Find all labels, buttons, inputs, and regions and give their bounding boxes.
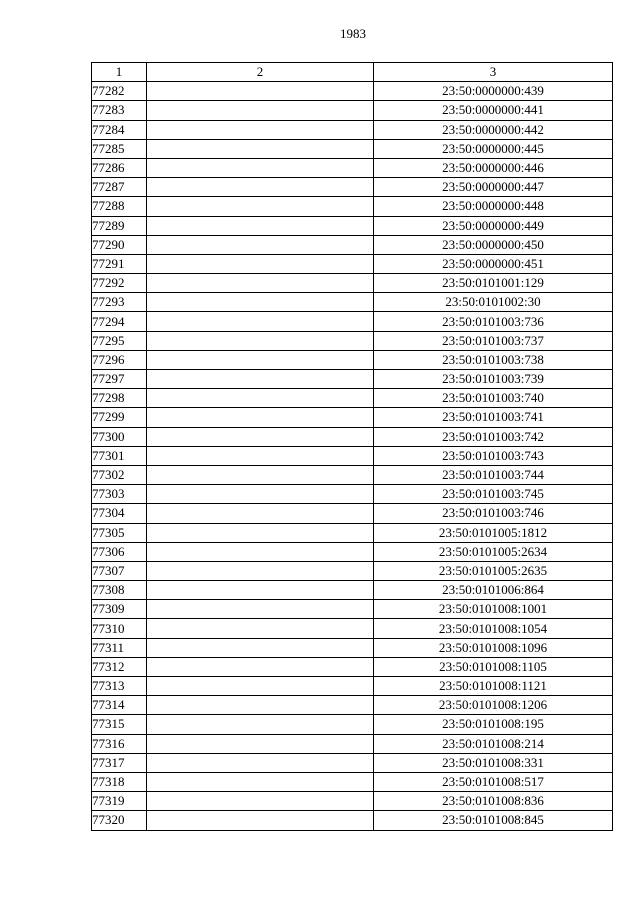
cadastral-number-cell: 23:50:0101002:30 (374, 293, 613, 312)
table-row (92, 753, 613, 772)
cadastral-number-cell: 23:50:0101003:739 (374, 370, 613, 389)
row-description-cell (147, 312, 374, 331)
row-number-cell: 77290 (92, 235, 147, 254)
row-description-cell (147, 561, 374, 580)
row-number-cell: 77283 (92, 101, 147, 120)
cadastral-number-cell: 23:50:0000000:439 (374, 82, 613, 101)
row-description-cell (147, 811, 374, 830)
table-row (92, 293, 613, 312)
cadastral-number-cell: 23:50:0101003:741 (374, 408, 613, 427)
row-number-cell: 77286 (92, 158, 147, 177)
row-description-cell (147, 370, 374, 389)
table-row (92, 734, 613, 753)
cadastral-number-cell: 23:50:0000000:450 (374, 235, 613, 254)
row-description-cell (147, 158, 374, 177)
cadastral-number-cell: 23:50:0101005:2634 (374, 542, 613, 561)
cadastral-number-cell: 23:50:0000000:445 (374, 139, 613, 158)
table-row (92, 197, 613, 216)
row-number-cell: 77316 (92, 734, 147, 753)
row-description-cell (147, 331, 374, 350)
row-description-cell (147, 715, 374, 734)
cadastral-number-cell: 23:50:0101008:517 (374, 772, 613, 791)
row-description-cell (147, 216, 374, 235)
table-row (92, 465, 613, 484)
row-number-cell: 77313 (92, 677, 147, 696)
row-number-cell: 77312 (92, 657, 147, 676)
table-row (92, 657, 613, 676)
cadastral-number-cell: 23:50:0101003:737 (374, 331, 613, 350)
table-row (92, 600, 613, 619)
table-row (92, 696, 613, 715)
row-number-cell: 77303 (92, 485, 147, 504)
table-row (92, 254, 613, 273)
row-description-cell (147, 638, 374, 657)
table-row (92, 82, 613, 101)
cadastral-number-cell: 23:50:0101005:2635 (374, 561, 613, 580)
table-header-row (92, 63, 613, 82)
cadastral-number-cell: 23:50:0101003:744 (374, 465, 613, 484)
row-description-cell (147, 792, 374, 811)
table-row (92, 235, 613, 254)
table-row (92, 178, 613, 197)
row-description-cell (147, 235, 374, 254)
cadastral-number-cell: 23:50:0101008:836 (374, 792, 613, 811)
row-number-cell: 77296 (92, 350, 147, 369)
row-description-cell (147, 772, 374, 791)
row-number-cell: 77314 (92, 696, 147, 715)
row-description-cell (147, 254, 374, 273)
cadastral-number-cell: 23:50:0101003:742 (374, 427, 613, 446)
row-number-cell: 77292 (92, 274, 147, 293)
registry-table (91, 62, 613, 831)
table-row (92, 581, 613, 600)
table-row (92, 542, 613, 561)
row-number-cell: 77299 (92, 408, 147, 427)
table-row (92, 139, 613, 158)
row-description-cell (147, 408, 374, 427)
row-description-cell (147, 677, 374, 696)
cadastral-number-cell: 23:50:0101003:743 (374, 446, 613, 465)
cadastral-number-cell: 23:50:0101008:845 (374, 811, 613, 830)
table-row (92, 504, 613, 523)
row-description-cell (147, 619, 374, 638)
table-row (92, 216, 613, 235)
table-row (92, 312, 613, 331)
row-description-cell (147, 274, 374, 293)
row-number-cell: 77307 (92, 561, 147, 580)
cadastral-number-cell: 23:50:0101008:331 (374, 753, 613, 772)
cadastral-number-cell: 23:50:0101008:1121 (374, 677, 613, 696)
cadastral-number-cell: 23:50:0101008:1096 (374, 638, 613, 657)
cadastral-number-cell: 23:50:0101003:736 (374, 312, 613, 331)
table-body (92, 82, 613, 830)
row-description-cell (147, 657, 374, 676)
row-number-cell: 77311 (92, 638, 147, 657)
cadastral-number-cell: 23:50:0101008:1054 (374, 619, 613, 638)
table-row (92, 370, 613, 389)
row-description-cell (147, 293, 374, 312)
cadastral-number-cell: 23:50:0101001:129 (374, 274, 613, 293)
row-description-cell (147, 696, 374, 715)
table-row (92, 101, 613, 120)
cadastral-number-cell: 23:50:0101008:214 (374, 734, 613, 753)
row-number-cell: 77298 (92, 389, 147, 408)
row-number-cell: 77305 (92, 523, 147, 542)
page-number: 1983 (340, 26, 366, 41)
row-number-cell: 77319 (92, 792, 147, 811)
row-number-cell: 77289 (92, 216, 147, 235)
table-row (92, 715, 613, 734)
table-row (92, 638, 613, 657)
row-description-cell (147, 581, 374, 600)
row-number-cell: 77297 (92, 370, 147, 389)
row-number-cell: 77288 (92, 197, 147, 216)
row-description-cell (147, 427, 374, 446)
row-number-cell: 77301 (92, 446, 147, 465)
cadastral-number-cell: 23:50:0000000:449 (374, 216, 613, 235)
row-number-cell: 77304 (92, 504, 147, 523)
row-number-cell: 77315 (92, 715, 147, 734)
cadastral-number-cell: 23:50:0101008:1001 (374, 600, 613, 619)
cadastral-number-cell: 23:50:0000000:442 (374, 120, 613, 139)
table-row (92, 331, 613, 350)
table-row (92, 350, 613, 369)
row-description-cell (147, 465, 374, 484)
row-description-cell (147, 350, 374, 369)
row-description-cell (147, 197, 374, 216)
row-description-cell (147, 389, 374, 408)
table-row (92, 677, 613, 696)
table-row (92, 792, 613, 811)
row-description-cell (147, 178, 374, 197)
cadastral-number-cell: 23:50:0101008:1206 (374, 696, 613, 715)
cadastral-number-cell: 23:50:0101003:746 (374, 504, 613, 523)
row-description-cell (147, 600, 374, 619)
row-description-cell (147, 753, 374, 772)
row-description-cell (147, 504, 374, 523)
row-number-cell: 77318 (92, 772, 147, 791)
row-number-cell: 77317 (92, 753, 147, 772)
row-description-cell (147, 734, 374, 753)
row-number-cell: 77308 (92, 581, 147, 600)
row-number-cell: 77285 (92, 139, 147, 158)
table-row (92, 619, 613, 638)
column-header-2: 2 (147, 63, 374, 82)
row-number-cell: 77295 (92, 331, 147, 350)
cadastral-number-cell: 23:50:0101006:864 (374, 581, 613, 600)
row-number-cell: 77302 (92, 465, 147, 484)
table-row (92, 274, 613, 293)
table-row (92, 446, 613, 465)
table-row (92, 523, 613, 542)
table-row (92, 158, 613, 177)
row-number-cell: 77300 (92, 427, 147, 446)
table-row (92, 408, 613, 427)
table-row (92, 561, 613, 580)
cadastral-number-cell: 23:50:0000000:451 (374, 254, 613, 273)
cadastral-number-cell: 23:50:0101008:195 (374, 715, 613, 734)
row-number-cell: 77293 (92, 293, 147, 312)
row-description-cell (147, 120, 374, 139)
cadastral-number-cell: 23:50:0101008:1105 (374, 657, 613, 676)
cadastral-number-cell: 23:50:0101003:745 (374, 485, 613, 504)
cadastral-number-cell: 23:50:0000000:446 (374, 158, 613, 177)
row-number-cell: 77291 (92, 254, 147, 273)
cadastral-number-cell: 23:50:0101005:1812 (374, 523, 613, 542)
cadastral-number-cell: 23:50:0000000:441 (374, 101, 613, 120)
table-row (92, 772, 613, 791)
row-description-cell (147, 101, 374, 120)
table-row (92, 811, 613, 830)
row-number-cell: 77294 (92, 312, 147, 331)
column-header-3: 3 (374, 63, 613, 82)
row-description-cell (147, 446, 374, 465)
row-description-cell (147, 523, 374, 542)
row-description-cell (147, 139, 374, 158)
cadastral-number-cell: 23:50:0000000:447 (374, 178, 613, 197)
cadastral-number-cell: 23:50:0000000:448 (374, 197, 613, 216)
row-number-cell: 77309 (92, 600, 147, 619)
cadastral-number-cell: 23:50:0101003:740 (374, 389, 613, 408)
column-header-1: 1 (92, 63, 147, 82)
row-number-cell: 77287 (92, 178, 147, 197)
row-number-cell: 77284 (92, 120, 147, 139)
cadastral-number-cell: 23:50:0101003:738 (374, 350, 613, 369)
row-description-cell (147, 485, 374, 504)
row-description-cell (147, 542, 374, 561)
table-row (92, 427, 613, 446)
row-number-cell: 77306 (92, 542, 147, 561)
row-number-cell: 77282 (92, 82, 147, 101)
table-row (92, 120, 613, 139)
table-row (92, 389, 613, 408)
row-number-cell: 77310 (92, 619, 147, 638)
row-number-cell: 77320 (92, 811, 147, 830)
row-description-cell (147, 82, 374, 101)
table-row (92, 485, 613, 504)
